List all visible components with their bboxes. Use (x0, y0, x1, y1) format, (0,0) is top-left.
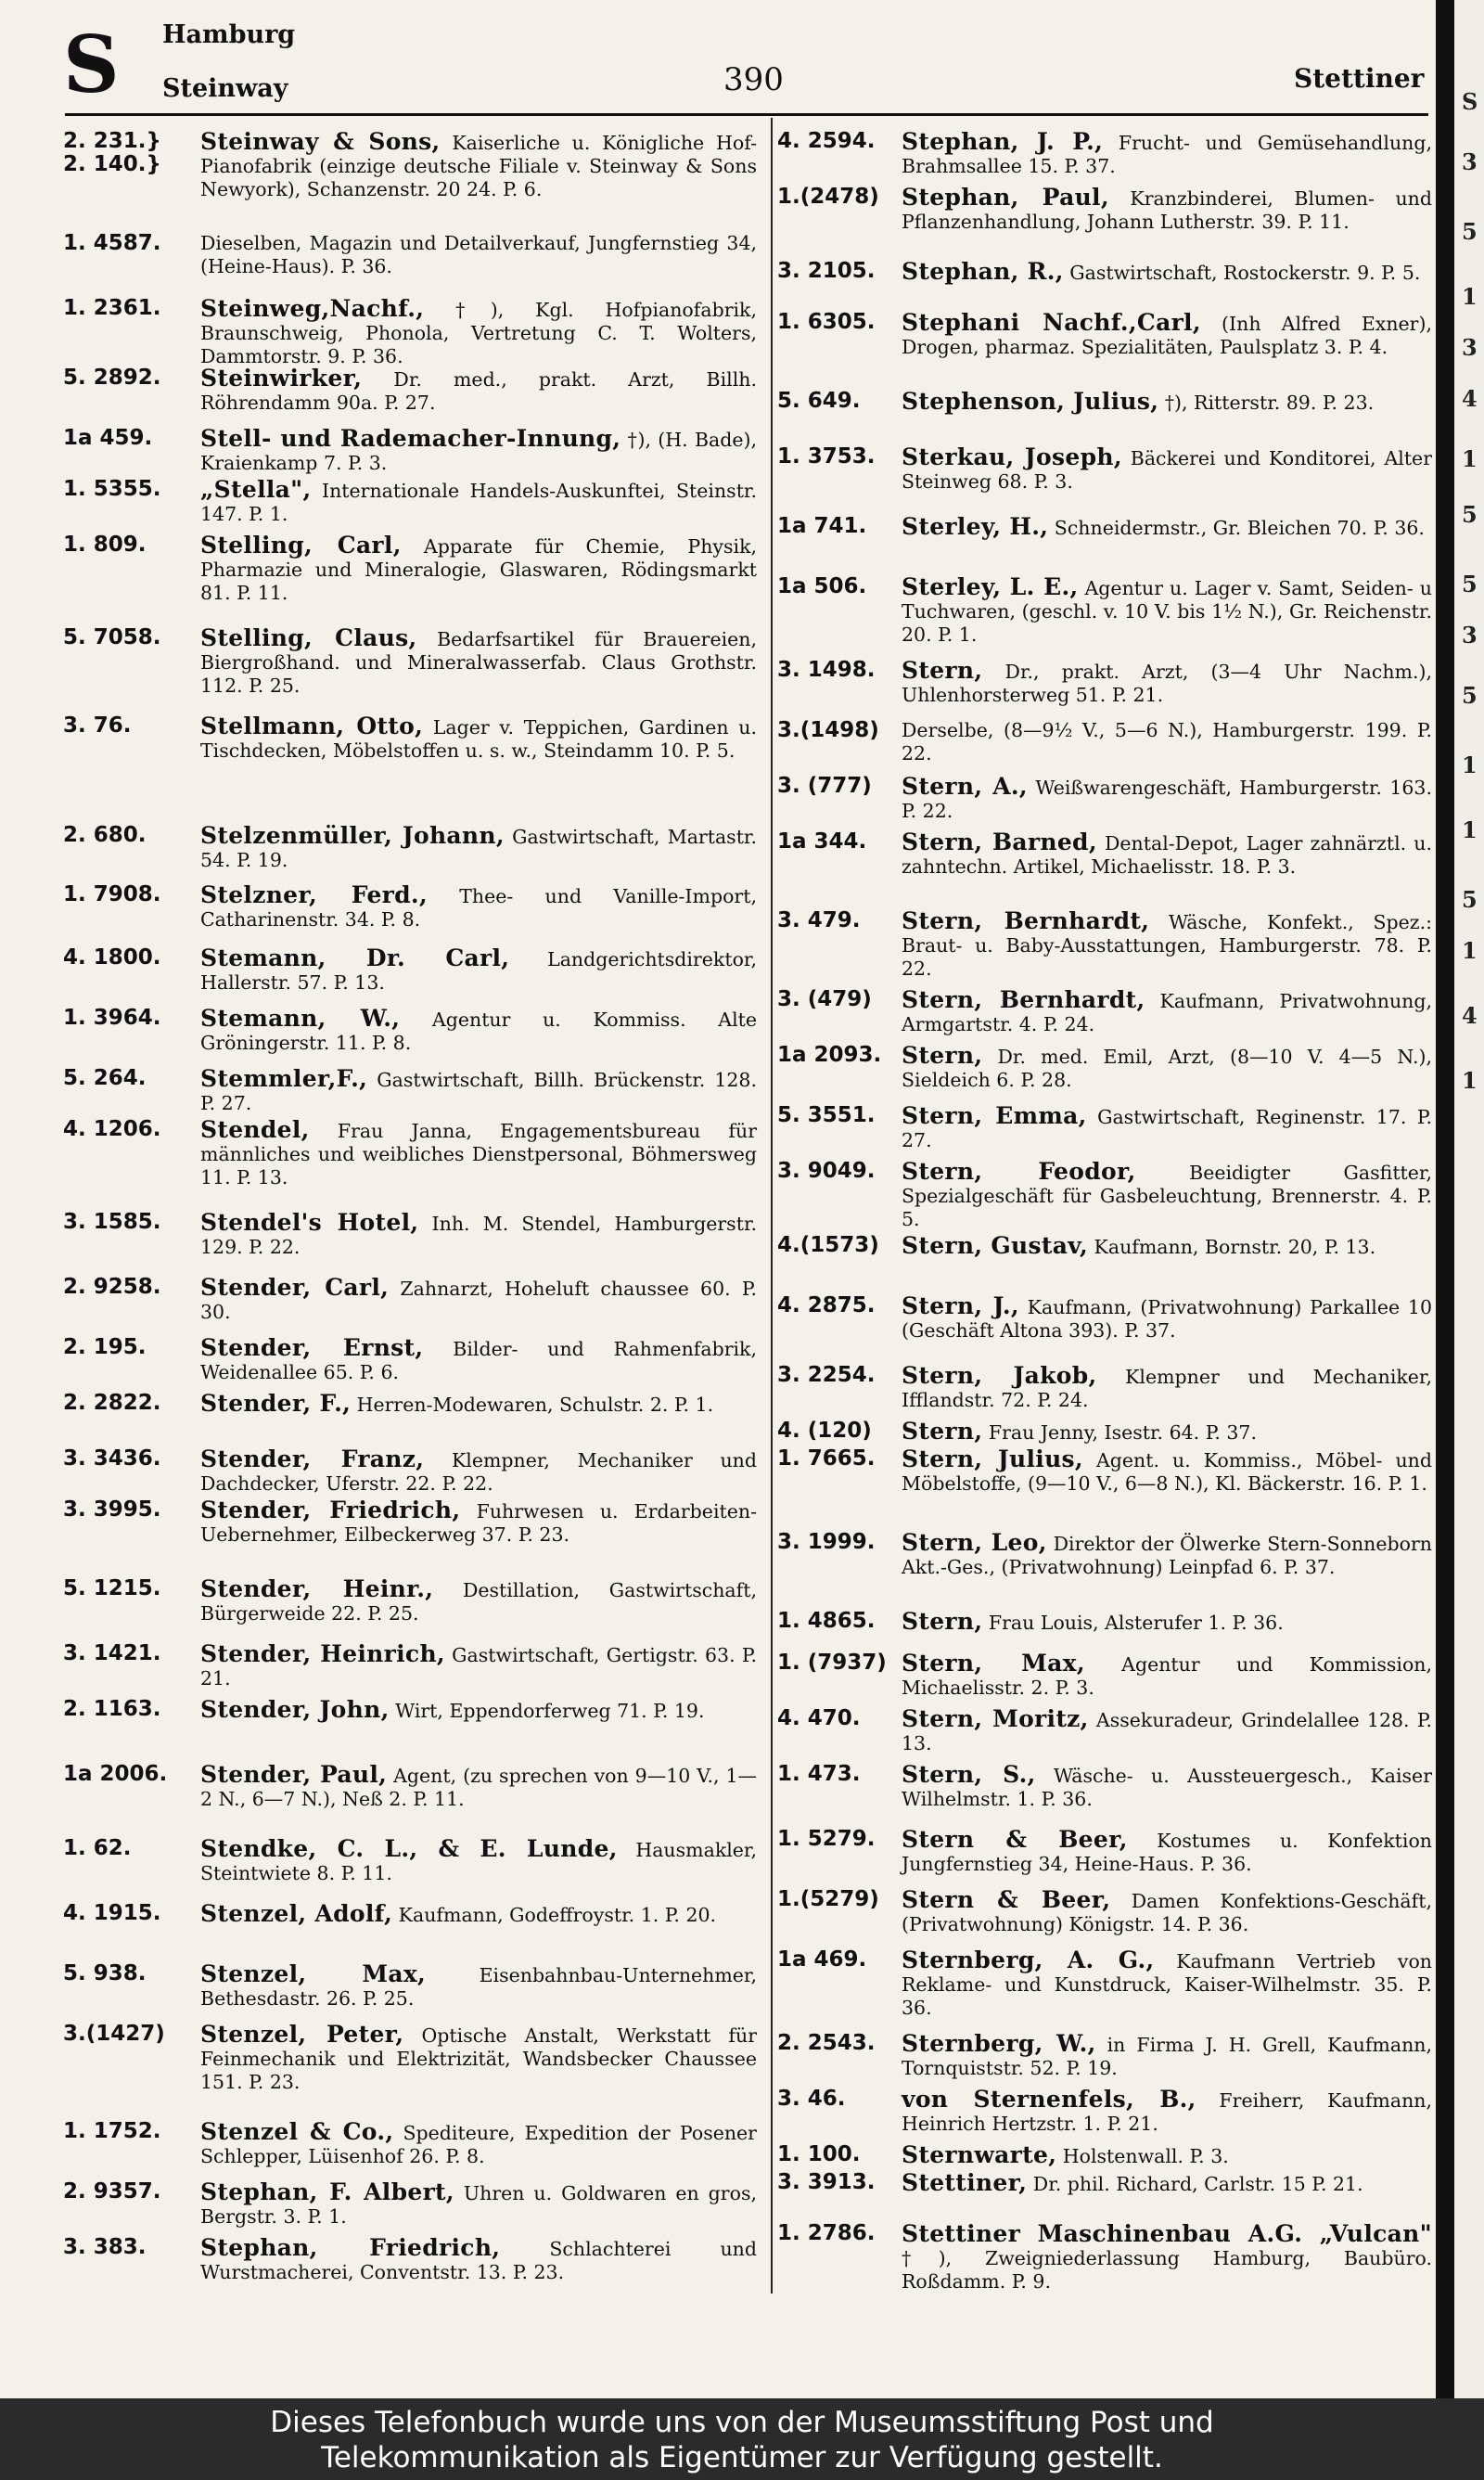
phone-number: 1.(5279) (777, 1887, 879, 1911)
entry-details: Inh. M. Stendel, Hamburgerstr. 129. P. 22. (200, 1213, 758, 1258)
entry-body (200, 1902, 757, 1927)
footer-banner (0, 2398, 1484, 2480)
edge-glyph: 1 (1462, 283, 1478, 310)
entry-details: Kaufmann Vertrieb von Reklame- und Kunstdruck, Kaiser-Wilhelmstr. 35. P. 36. (902, 1950, 1432, 2019)
entry-body (902, 2222, 1432, 2294)
entry-details: †), Kgl. Hofpianofabrik, Braunschweig, Phonola, Vertretung C. T. Wolters, Dammtorstr. 9. P. 36. (200, 299, 757, 367)
subscriber-name: Stern, Max, (902, 1650, 1085, 1677)
subscriber-name: Stelzner, Ferd., (200, 881, 428, 908)
entry-details: Wirt, Eppendorferweg 71. P. 19. (389, 1700, 705, 1722)
entry-body (200, 883, 757, 932)
subscriber-name: Stemmler,F., (200, 1065, 368, 1092)
entry-details: Gastwirtschaft, Gertigstr. 63. P. 21. (200, 1644, 757, 1690)
edge-glyph: 3 (1462, 622, 1478, 649)
subscriber-name: Stenzel, Peter, (200, 2021, 404, 2048)
entry-details: Kaufmann, Godeffroystr. 1. P. 20. (392, 1904, 717, 1926)
entry-body (902, 1828, 1432, 1876)
entry-body (902, 1610, 1432, 1635)
entry-details: Klempner, Mechaniker und Dachdecker, Uferstr. 22. P. 22. (200, 1449, 758, 1495)
phone-number: 3. 46. (777, 2087, 846, 2111)
phone-number: 1. 3964. (63, 1006, 161, 1030)
phone-number: 2. 195. (63, 1335, 147, 1359)
subscriber-name: Stern & Beer, (902, 1886, 1111, 1913)
subscriber-name: Stendel, (200, 1116, 310, 1143)
entry-details: Kaufmann, (Privatwohnung) Parkallee 10 (Geschäft Altona 393). P. 37. (902, 1296, 1432, 1342)
entry-body (200, 478, 757, 526)
entry-body (902, 390, 1432, 415)
entry-body (200, 626, 757, 698)
subscriber-name: Stephani Nachf.,Carl, (902, 309, 1201, 336)
subscriber-name: Sterley, L. E., (902, 573, 1079, 600)
entry-details: Dental-Depot, Lager zahnärztl. u. zahntechn. Artikel, Michaelisstr. 18. P. 3. (902, 832, 1432, 878)
phone-number: 1. 5355. (63, 477, 161, 501)
phone-number: 2. 9357. (63, 2179, 161, 2204)
entry-details: Kaufmann, Privatwohnung, Armgartstr. 4. P. 24. (902, 990, 1432, 1035)
phone-number: 4. 2875. (777, 1293, 876, 1317)
entry-details: †), Ritterstr. 89. P. 23. (1158, 392, 1375, 414)
entry-body (200, 714, 757, 763)
entry-body (200, 1962, 757, 2011)
entry-body (902, 2088, 1432, 2136)
entry-details: Dieselben, Magazin und Detailverkauf, Jungfernstieg 34, (Heine-Haus). P. 36. (200, 232, 757, 277)
entry-body (902, 130, 1432, 178)
entry-body (200, 1067, 757, 1115)
subscriber-name: Stender, F., (200, 1390, 352, 1417)
entry-body (902, 1104, 1432, 1152)
phone-number: 1. (7937) (777, 1651, 887, 1675)
entry-body (200, 2236, 757, 2284)
entry-details: Wäsche, Konfekt., Spez.: Braut- u. Baby-Ausstattungen, Hamburgerstr. 78. P. 22. (902, 911, 1432, 980)
subscriber-name: Stern, Barned, (902, 829, 1097, 855)
phone-number: 1. 7908. (63, 882, 161, 906)
header-city: Hamburg (162, 20, 296, 49)
phone-number: 2. 9258. (63, 1275, 161, 1299)
phone-number: 3. 1999. (777, 1530, 876, 1554)
entry-body (200, 1118, 757, 1189)
phone-number: 4.(1573) (777, 1233, 879, 1257)
entry-details: Agent. u. Kommiss., Möbel- und Möbelstoffe, (9—10 V., 6—8 N.), Kl. Bäckerstr. 16. P. 1. (902, 1449, 1433, 1495)
subscriber-name: „Stella", (200, 476, 312, 503)
entry-details: Gastwirtschaft, Reginenstr. 17. P. 27. (902, 1106, 1432, 1151)
entry-body (902, 988, 1432, 1036)
entry-body (902, 1888, 1432, 1936)
entry-details: Herren-Modewaren, Schulstr. 2. P. 1. (351, 1394, 714, 1416)
entry-details: Frucht- und Gemüsehandlung, Brahmsallee 15. P. 37. (902, 132, 1433, 177)
subscriber-name: Steinway & Sons, (200, 128, 441, 155)
subscriber-name: Stephan, J. P., (902, 128, 1104, 155)
header-rule (65, 113, 1428, 116)
section-letter: S (63, 19, 120, 110)
entry-body (200, 1837, 757, 1885)
subscriber-name: Stelling, Carl, (200, 532, 402, 559)
subscriber-name: Stern, (902, 657, 983, 684)
book-spine (1436, 0, 1454, 2398)
subscriber-name: Sterley, H., (902, 513, 1049, 540)
entry-body (902, 1234, 1432, 1259)
subscriber-name: Stettiner Maschinenbau A.G. „Vulcan" (902, 2220, 1432, 2247)
phone-number: 1. 3753. (777, 444, 876, 469)
subscriber-name: Sternwarte, (902, 2141, 1057, 2168)
entry-body (200, 2180, 757, 2229)
entry-body (902, 1651, 1432, 1700)
entry-body (902, 2171, 1432, 2196)
entry-body (200, 366, 757, 415)
edge-glyph: 1 (1462, 752, 1478, 778)
entry-body (200, 1211, 757, 1259)
header-range-end: Stettiner (1294, 63, 1425, 94)
entry-body (902, 1447, 1432, 1496)
subscriber-name: Stender, Ernst, (200, 1334, 424, 1361)
subscriber-name: Stern, Feodor, (902, 1158, 1136, 1185)
entry-body (200, 2023, 757, 2094)
phone-number: 1a 2006. (63, 1762, 168, 1786)
subscriber-name: Stern & Beer, (902, 1826, 1128, 1853)
subscriber-name: Stephan, R., (902, 258, 1064, 285)
edge-glyph: 5 (1462, 682, 1478, 709)
entry-body (200, 1642, 757, 1690)
entry-body (200, 1007, 757, 1055)
entry-details: Frau Louis, Alsterufer 1. P. 36. (982, 1612, 1284, 1634)
subscriber-name: Stern, S., (902, 1761, 1036, 1788)
subscriber-name: Stenzel & Co., (200, 2118, 394, 2145)
entry-details: Gastwirtschaft, Billh. Brückenstr. 128. P. 27. (200, 1069, 757, 1114)
subscriber-name: Stern, J., (902, 1292, 1019, 1319)
phone-number: 5. 649. (777, 389, 861, 413)
footer-line-1: Dieses Telefonbuch wurde uns von der Museumsstiftung Post und (270, 2406, 1214, 2439)
subscriber-name: Stern, (902, 1608, 983, 1635)
entry-body (200, 1276, 757, 1324)
subscriber-name: von Sternenfels, B., (902, 2086, 1196, 2113)
entry-body (902, 1763, 1432, 1811)
subscriber-name: Stern, Julius, (902, 1446, 1083, 1472)
entry-details: Beeidigter Gasfitter, Spezialgeschäft für Gasbeleuchtung, Brennerstr. 4. P. 5. (902, 1162, 1432, 1230)
entry-details: Agentur und Kommission, Michaelisstr. 2. P. 3. (902, 1653, 1433, 1699)
entry-body (902, 909, 1432, 981)
next-page-edge (1454, 0, 1484, 2398)
entry-body (902, 719, 1432, 765)
entry-body (902, 445, 1432, 494)
entry-details: Uhren u. Goldwaren en gros, Bergstr. 3. P. 1. (200, 2182, 757, 2228)
phone-number: 3. 479. (777, 908, 861, 932)
phone-number: 2. 2822. (63, 1391, 161, 1415)
entry-body (902, 1531, 1432, 1579)
edge-glyph: 1 (1462, 1067, 1478, 1094)
phone-number: 5. 264. (63, 1066, 147, 1090)
subscriber-name: Stephan, Paul, (902, 184, 1109, 211)
phone-number: 4. 470. (777, 1706, 861, 1730)
entry-details: Agent, (zu sprechen von 9—10 V., 1—2 N., 6—7 N.), Neß 2. P. 11. (200, 1765, 757, 1810)
entry-body (200, 232, 757, 278)
edge-glyph: 3 (1462, 148, 1478, 175)
entry-details: Spediteure, Expedition der Posener Schlepper, Lüisenhof 26. P. 8. (200, 2122, 757, 2167)
entry-body (902, 311, 1432, 359)
edge-glyph: 1 (1462, 816, 1478, 843)
entry-body (200, 1498, 757, 1547)
entry-details: Hausmakler, Steintwiete 8. P. 11. (200, 1839, 757, 1884)
phone-number: 2. 680. (63, 823, 147, 847)
subscriber-name: Stender, Franz, (200, 1446, 425, 1472)
subscriber-name: Stenzel, Adolf, (200, 1900, 393, 1927)
entry-details: Kaiserliche u. Königliche Hof-Pianofabrik (einzige deutsche Filiale v. Steinway & Sons Newyork), Schanzenstr. 20 24. P. 6. (200, 132, 757, 200)
entry-body (200, 1763, 757, 1811)
phone-number: 5. 7058. (63, 625, 161, 649)
subscriber-name: Stern, Gustav, (902, 1232, 1089, 1259)
entry-body (200, 2120, 757, 2168)
entry-body (200, 297, 757, 368)
phone-number: 4. 1915. (63, 1901, 161, 1925)
subscriber-name: Stern, (902, 1042, 983, 1069)
entry-body (902, 1364, 1432, 1412)
entry-body (200, 130, 757, 201)
subscriber-name: Sternberg, W., (902, 2030, 1096, 2057)
phone-number: 4. 2594. (777, 129, 876, 153)
phone-number: 3. (777) (777, 774, 872, 798)
entry-details: Apparate für Chemie, Physik, Pharmazie und Mineralogie, Glaswaren, Rödingsmarkt 81. P. 11. (200, 535, 758, 604)
phone-number: 1. 473. (777, 1762, 861, 1786)
entry-details: Destillation, Gastwirtschaft, Bürgerweide 22. P. 25. (200, 1579, 757, 1625)
subscriber-name: Stettiner, (902, 2169, 1028, 2196)
subscriber-name: Sternberg, A. G., (902, 1947, 1155, 1973)
entry-details: Optische Anstalt, Werkstatt für Feinmechanik und Elektrizität, Wandsbecker Chaussee 151. P. 23. (200, 2024, 757, 2093)
footer-line-2: Telekommunikation als Eigentümer zur Verfügung gestellt. (321, 2441, 1163, 2474)
phone-number: 3. 1585. (63, 1210, 161, 1234)
subscriber-name: Steinwirker, (200, 365, 363, 392)
phone-number: 3. (479) (777, 987, 872, 1011)
subscriber-name: Stender, John, (200, 1696, 390, 1723)
entry-details: Direktor der Ölwerke Stern-Sonneborn Akt.-Ges., (Privatwohnung) Leinpfad 6. P. 37. (902, 1533, 1432, 1578)
entry-details: Lager v. Teppichen, Gardinen u. Tischdecken, Möbelstoffen u. s. w., Steindamm 10. P. 5. (200, 716, 757, 762)
edge-glyph: 1 (1462, 445, 1478, 472)
edge-glyph: 5 (1462, 886, 1478, 913)
entry-details: Dr. med. Emil, Arzt, (8—10 V. 4—5 N.), Sieldeich 6. P. 28. (902, 1046, 1432, 1091)
phone-number: 2. 1163. (63, 1697, 161, 1721)
phone-number: 1. 2361. (63, 296, 161, 320)
page-number: 390 (723, 61, 784, 98)
phone-number: 3. 1498. (777, 658, 876, 682)
phone-number: 1a 459. (63, 426, 153, 450)
phone-number: 2. 231.} 2. 140.} (63, 129, 161, 176)
subscriber-name: Stender, Paul, (200, 1761, 388, 1788)
entry-body (902, 775, 1432, 823)
phone-number: 3. 1421. (63, 1641, 161, 1665)
entry-details: Bedarfsartikel für Brauereien, Biergroßhand. und Mineralwasserfab. Claus Grothstr. 112. P. 25. (200, 628, 757, 697)
entry-body (200, 946, 757, 995)
phone-number: 1. 62. (63, 1836, 132, 1860)
entry-details: Gastwirtschaft, Martastr. 54. P. 19. (200, 826, 757, 871)
phone-number: 5. 938. (63, 1961, 147, 1985)
edge-glyph: 4 (1462, 385, 1478, 412)
entry-body (902, 1948, 1432, 2020)
entry-body (200, 1392, 757, 1417)
phone-number: 1. 5279. (777, 1827, 876, 1851)
entry-details: Dr., prakt. Arzt, (3—4 Uhr Nachm.), Uhlenhorsterweg 51. P. 21. (902, 661, 1432, 706)
phone-number: 3. 3995. (63, 1497, 161, 1522)
phone-number: 5. 1215. (63, 1576, 161, 1600)
phone-number: 4. 1206. (63, 1117, 161, 1141)
entry-body (200, 1577, 757, 1625)
phone-number: 1a 506. (777, 574, 867, 598)
subscriber-name: Stender, Heinr., (200, 1575, 434, 1602)
subscriber-name: Stern, (902, 1418, 983, 1445)
phone-number: 4. (120) (777, 1419, 872, 1443)
phone-number: 1. 809. (63, 533, 147, 557)
entry-details: Klempner und Mechaniker, Ifflandstr. 72. P. 24. (902, 1366, 1432, 1411)
entry-body (200, 533, 757, 605)
entry-body (902, 659, 1432, 707)
entry-details: Kostumes u. Konfektion Jungfernstieg 34, Heine-Haus. P. 36. (902, 1830, 1433, 1875)
entry-details: Freiherr, Kaufmann, Heinrich Hertzstr. 1. P. 21. (902, 2089, 1432, 2135)
phone-number: 1a 344. (777, 829, 867, 854)
phone-number: 1. 100. (777, 2142, 861, 2166)
phone-number: 3.(1498) (777, 718, 879, 742)
phone-number: 1a 469. (777, 1947, 867, 1972)
entry-body (902, 2032, 1432, 2080)
subscriber-name: Stelling, Claus, (200, 624, 417, 651)
phone-number: 1a 2093. (777, 1043, 882, 1067)
entry-details: Thee- und Vanille-Import, Catharinenstr. 34. P. 8. (200, 885, 757, 931)
subscriber-name: Stern, A., (902, 773, 1028, 800)
subscriber-name: Stern, Jakob, (902, 1362, 1097, 1389)
entry-details: †), (H. Bade), Kraienkamp 7. P. 3. (200, 429, 757, 474)
subscriber-name: Stemann, W., (200, 1005, 401, 1032)
entry-body (902, 1044, 1432, 1092)
subscriber-name: Stender, Carl, (200, 1274, 390, 1301)
entry-body (200, 1698, 757, 1723)
subscriber-name: Stern, Emma, (902, 1102, 1087, 1129)
phone-number: 1.(2478) (777, 185, 879, 209)
entry-body (200, 1447, 757, 1496)
header-range-start: Steinway (162, 74, 288, 103)
entry-body (200, 427, 757, 475)
subscriber-name: Stern, Moritz, (902, 1705, 1089, 1732)
entry-details: (Inh Alfred Exner), Drogen, pharmaz. Spezialitäten, Paulsplatz 3. P. 4. (902, 313, 1433, 358)
entry-details: Landgerichtsdirektor, Hallerstr. 57. P. 13. (200, 948, 757, 994)
entry-body (902, 1160, 1432, 1231)
entry-body (902, 575, 1432, 647)
entry-details: Bilder- und Rahmenfabrik, Weidenallee 65. P. 6. (200, 1338, 757, 1383)
entry-details: Kaufmann, Bornstr. 20, P. 13. (1088, 1236, 1376, 1258)
subscriber-name: Stern, Leo, (902, 1529, 1047, 1556)
entry-details: Frau Janna, Engagementsbureau für männliches und weibliches Dienstpersonal, Böhmersweg 11. P. 13. (200, 1120, 757, 1189)
entry-details: Wäsche- u. Aussteuergesch., Kaiser Wilhelmstr. 1. P. 36. (902, 1765, 1432, 1810)
entry-details: Gastwirtschaft, Rostockerstr. 9. P. 5. (1063, 262, 1421, 284)
edge-glyph: 1 (1462, 937, 1478, 964)
entry-body (200, 1336, 757, 1384)
subscriber-name: Stender, Friedrich, (200, 1497, 461, 1523)
phone-number: 1. 7665. (777, 1446, 876, 1471)
phone-number: 5. 2892. (63, 366, 161, 390)
subscriber-name: Sterkau, Joseph, (902, 443, 1122, 470)
entry-details: Internationale Handels-Auskunftei, Steinstr. 147. P. 1. (200, 480, 757, 525)
phone-number: 3. 383. (63, 2235, 147, 2259)
subscriber-name: Stelzenmüller, Johann, (200, 822, 505, 849)
phone-number: 1. 4865. (777, 1609, 876, 1633)
phone-number: 3. 2105. (777, 259, 876, 283)
edge-glyph: 3 (1462, 334, 1478, 361)
subscriber-name: Stephan, Friedrich, (200, 2234, 501, 2261)
subscriber-name: Stephan, F. Albert, (200, 2178, 454, 2205)
entry-body (902, 260, 1432, 285)
edge-glyph: S (1462, 88, 1478, 115)
entry-details: Kranzbinderei, Blumen- und Pflanzenhandlung, Johann Lutherstr. 39. P. 11. (902, 187, 1432, 233)
column-divider (771, 118, 773, 2294)
subscriber-name: Stender, Heinrich, (200, 1640, 445, 1667)
phone-number: 3. 3436. (63, 1446, 161, 1471)
entry-details: Zahnarzt, Hoheluft chaussee 60. P. 30. (200, 1278, 758, 1323)
entry-details: Eisenbahnbau-Unternehmer, Bethesdastr. 26. P. 25. (200, 1964, 757, 2010)
entry-body (902, 2143, 1432, 2168)
subscriber-name: Steinweg,Nachf., (200, 295, 425, 322)
phone-number: 3. 76. (63, 713, 132, 738)
entry-body (200, 824, 757, 872)
subscriber-name: Stendel's Hotel, (200, 1209, 419, 1236)
entry-details: Holstenwall. P. 3. (1056, 2145, 1229, 2167)
entry-body (902, 515, 1432, 540)
entry-body (902, 1707, 1432, 1755)
edge-glyph: 4 (1462, 1002, 1478, 1029)
phone-number: 1. 2786. (777, 2221, 876, 2245)
phone-number: 4. 1800. (63, 945, 161, 970)
phone-number: 3.(1427) (63, 2022, 165, 2046)
entry-body (902, 1294, 1432, 1343)
phone-number: 3. 3913. (777, 2170, 876, 2194)
phone-number: 1a 741. (777, 514, 867, 538)
entry-details: Schlachterei und Wurstmacherei, Conventstr. 13. P. 23. (200, 2238, 757, 2283)
edge-glyph: 5 (1462, 501, 1478, 528)
entry-details: Frau Jenny, Isestr. 64. P. 37. (982, 1421, 1257, 1444)
subscriber-name: Stellmann, Otto, (200, 713, 424, 739)
entry-details: Agentur u. Kommiss. Alte Gröningerstr. 11. P. 8. (200, 1009, 757, 1054)
entry-details: †), Zweigniederlassung Hamburg, Baubüro. Roßdamm. P. 9. (902, 2247, 1432, 2293)
phone-number: 5. 3551. (777, 1103, 876, 1127)
edge-glyph: 5 (1462, 218, 1478, 245)
entry-details: in Firma J. H. Grell, Kaufmann, Tornquiststr. 52. P. 19. (902, 2034, 1433, 2079)
edge-glyph: 5 (1462, 571, 1478, 598)
entry-body (902, 186, 1432, 234)
entry-details: Agentur u. Lager v. Samt, Seiden- u Tuchwaren, (geschl. v. 10 V. bis 1½ N.), Gr. Reichenstr. 20. P. 1. (902, 577, 1432, 646)
subscriber-name: Stell- und Rademacher-Innung, (200, 425, 621, 452)
entry-details: Derselbe, (8—9½ V., 5—6 N.), Hamburgerstr. 199. P. 22. (902, 719, 1432, 765)
phone-number: 3. 9049. (777, 1159, 876, 1183)
subscriber-name: Stephenson, Julius, (902, 388, 1159, 415)
entry-details: Schneidermstr., Gr. Bleichen 70. P. 36. (1048, 517, 1425, 539)
entry-details: Weißwarengeschäft, Hamburgerstr. 163. P. 22. (902, 777, 1432, 822)
phone-number: 1. 1752. (63, 2119, 161, 2143)
entry-body (902, 830, 1432, 879)
subscriber-name: Stendke, C. L., & E. Lunde, (200, 1835, 618, 1862)
entry-details: Dr. med., prakt. Arzt, Billh. Röhrendamm 90a. P. 27. (200, 368, 757, 414)
entry-details: Assekuradeur, Grindelallee 128. P. 13. (902, 1709, 1432, 1754)
subscriber-name: Stemann, Dr. Carl, (200, 944, 510, 971)
entry-details: Fuhrwesen u. Erdarbeiten-Uebernehmer, Eilbeckerweg 37. P. 23. (200, 1500, 757, 1546)
entry-details: Bäckerei und Konditorei, Alter Steinweg 68. P. 3. (902, 447, 1432, 493)
subscriber-name: Stern, Bernhardt, (902, 907, 1150, 934)
subscriber-name: Stenzel, Max, (200, 1960, 427, 1987)
phone-number: 2. 2543. (777, 2031, 876, 2055)
entry-details: Dr. phil. Richard, Carlstr. 15 P. 21. (1027, 2173, 1363, 2195)
phone-number: 3. 2254. (777, 1363, 876, 1387)
phone-number: 1. 4587. (63, 231, 161, 255)
entry-body (902, 1420, 1432, 1445)
phone-number: 1. 6305. (777, 310, 876, 334)
subscriber-name: Stern, Bernhardt, (902, 986, 1145, 1013)
entry-details: Damen Konfektions-Geschäft, (Privatwohnung) Königstr. 14. P. 36. (902, 1890, 1432, 1935)
